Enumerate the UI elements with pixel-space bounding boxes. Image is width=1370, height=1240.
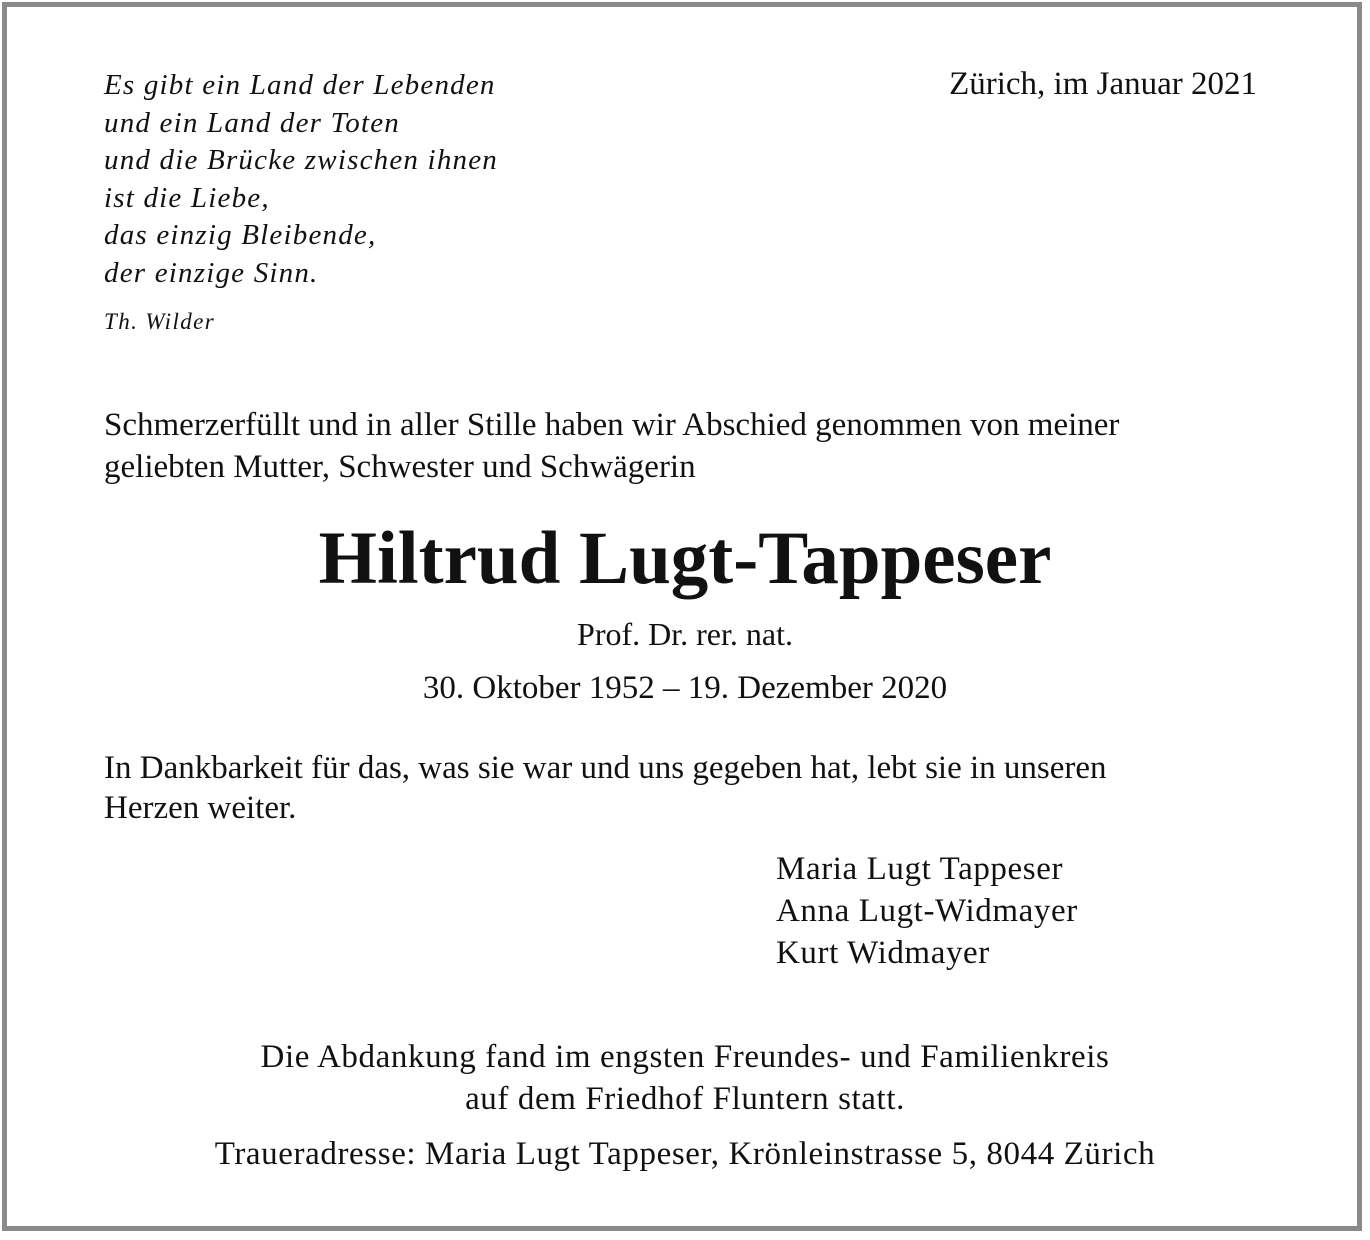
gratitude-text — [104, 748, 1274, 828]
intro-line: geliebten Mutter, Schwester und Schwägerin — [104, 449, 696, 485]
poem-line: Es gibt ein Land der Lebenden — [104, 69, 496, 101]
ceremony-line: auf dem Friedhof Fluntern statt. — [465, 1081, 905, 1117]
poem-quote — [104, 67, 498, 293]
poem-line: ist die Liebe, — [104, 181, 270, 214]
intro-text — [104, 404, 1274, 488]
poem-line: das einzig Bleibende, — [104, 219, 377, 252]
poem-line: und die Brücke zwischen ihnen — [104, 144, 498, 177]
intro-line: Schmerzerfüllt und in aller Stille haben wir Abschied genommen von meiner — [104, 407, 1120, 443]
mourner-name: Anna Lugt-Widmayer — [776, 893, 1078, 929]
mourners-list — [776, 848, 1078, 974]
gratitude-line: In Dankbarkeit für das, was sie war und uns gegeben hat, lebt sie in unseren — [104, 750, 1107, 786]
gratitude-line: Herzen weiter. — [104, 790, 297, 826]
poem-line: und ein Land der Toten — [104, 106, 401, 139]
deceased-title: Prof. Dr. rer. nat. — [577, 616, 793, 652]
mourner-name: Kurt Widmayer — [776, 935, 990, 971]
life-dates: 30. Oktober 1952 – 19. Dezember 2020 — [422, 670, 948, 706]
mourning-address: Traueradresse: Maria Lugt Tappeser, Krönleinstrasse 5, 8044 Zürich — [214, 1136, 1156, 1172]
mourner-name: Maria Lugt Tappeser — [776, 851, 1064, 887]
place-and-date: Zürich, im Januar 2021 — [949, 66, 1257, 102]
deceased-name: Hiltrud Lugt-Tappeser — [318, 517, 1052, 600]
poem-author: Th. Wilder — [104, 309, 216, 334]
poem-line: der einzige Sinn. — [104, 256, 319, 289]
ceremony-notice — [0, 1036, 1370, 1120]
ceremony-line: Die Abdankung fand im engsten Freundes- und Familienkreis — [260, 1039, 1110, 1075]
